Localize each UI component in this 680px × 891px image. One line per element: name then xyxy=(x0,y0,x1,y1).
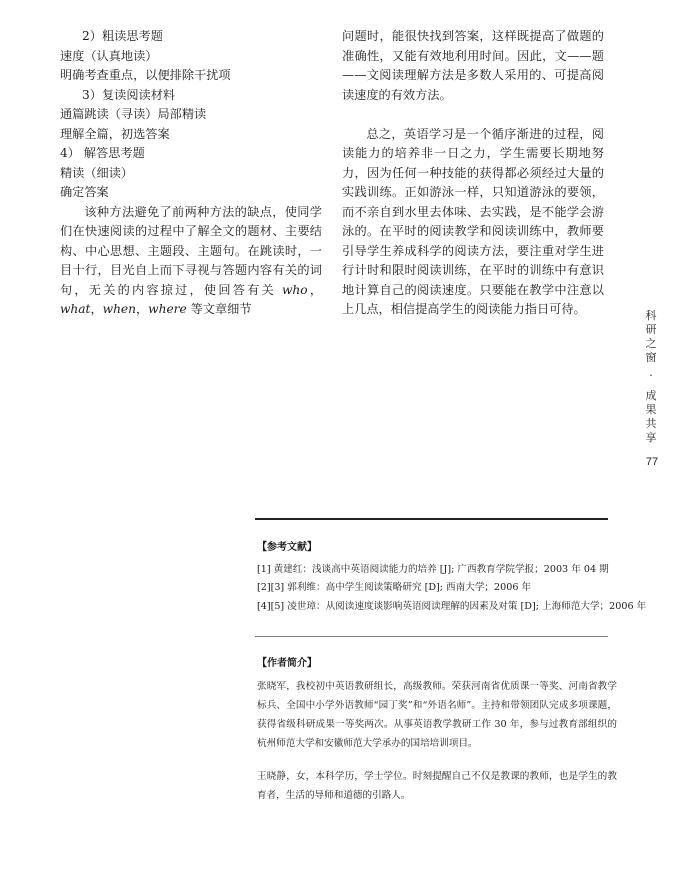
author-intro-heading: 【作者简介】 xyxy=(257,658,317,669)
section-label-char: 窗 xyxy=(645,351,657,364)
step4-line2: 确定答案 xyxy=(60,185,109,199)
author-bio: 王晓静，女，本科学历，学士学位。时刻提醒自己不仅是教课的教师，也是学生的教育者，生活的导师和道德的引路人。 xyxy=(257,771,617,801)
word-who: who xyxy=(281,282,308,297)
conclusion-paragraph: 总之，英语学习是一个循序渐进的过程，阅读能力的培养非一日之力，学生需要长期地努力，因为任何一种技能的获得都必须经过大量的实践训练。正如游泳一样，只知道游泳的要领，而不亲自到水里去体味、去实践，是不能学会游泳的。在平时的阅读教学和阅读训练中，教师要引导学生养成科学的阅读方法，要注重对学生进行计时和限时阅读训练，在平时的训练中有意识地计算自己的阅读速度。只要能在教学中注意以上几点，相信提高学生的阅读能力指日可待。 xyxy=(342,126,604,316)
section-label-char: 之 xyxy=(645,337,657,350)
right-column xyxy=(342,27,604,320)
page-number: 77 xyxy=(645,456,659,468)
continued-paragraph: 问题时，能很快找到答案，这样既提高了做题的准确性，又能有效地利用时间。因此，文——题——文阅读理解方法是多数人采用的、可提高阅读速度的有效方法。 xyxy=(342,29,604,102)
reference-item: [2][3] 郭利维：高中学生阅读策略研究 [D]; 西南大学；2006 年 xyxy=(257,582,532,593)
section-label-char: 科 xyxy=(645,309,657,322)
separator: ， xyxy=(135,302,149,316)
reference-item: [4][5] 凌世璋：从阅读速度谈影响英语阅读理解的因素及对策 [D]; 上海师范大学；2006 年 xyxy=(257,600,647,612)
method-paragraph-end: 等文章细节 xyxy=(186,302,252,316)
word-where: where xyxy=(148,302,187,316)
section-label-char: 共 xyxy=(645,417,657,430)
step4-line1: 精读（细读） xyxy=(60,165,134,180)
section-label-char: 成 xyxy=(645,389,657,402)
step3-line2: 理解全篇，初选答案 xyxy=(60,126,170,141)
method-paragraph xyxy=(60,203,322,320)
step4-heading: 4） 解答思考题 xyxy=(60,146,145,160)
step2-line1: 速度（认真地读） xyxy=(60,48,158,63)
section-label-dot: · xyxy=(649,369,653,382)
references-section xyxy=(257,539,647,616)
step2-line2: 明确考查重点，以便排除干扰项 xyxy=(60,68,231,82)
step2-heading: 2）粗读思考题 xyxy=(82,29,163,43)
author-intro-section xyxy=(257,654,617,805)
separator: ， xyxy=(307,282,323,297)
step3-heading: 3）复读阅读材料 xyxy=(82,87,176,102)
references-heading: 【参考文献】 xyxy=(257,542,317,553)
method-paragraph-text: 该种方法避免了前两种方法的缺点，使同学们在快速阅读的过程中了解全文的题材、主要结构、中心思想、主题段、主题句。在跳读时，一目十行，目光自上而下寻视与答题内容有关的词句，无关的内容掠过，使回答有关 xyxy=(60,204,322,297)
divider xyxy=(255,518,608,520)
word-when: when xyxy=(102,302,136,316)
section-label-char: 享 xyxy=(645,431,657,444)
section-label xyxy=(643,309,659,445)
step3-line1: 通篇跳读（寻读）局部精读 xyxy=(60,107,207,121)
author-bio: 张晓军，我校初中英语教研组长，高级教师。荣获河南省优质课一等奖、河南省教学标兵、全国中小学外语教师“园丁奖”和“外语名师”。主持和带领团队完成多项课题，获得省级科研成果一等奖两次。从事英语教学教研工作 30 年，参与过教育部组织的杭州师范大学和安徽师范大学承办的国培培训项目。 xyxy=(257,681,617,749)
separator: ， xyxy=(90,302,103,316)
divider xyxy=(255,636,608,637)
word-what: what xyxy=(60,302,91,316)
reference-item: [1] 黄建红：浅谈高中英语阅读能力的培养 [J]; 广西教育学院学报；2003 年 04 期 xyxy=(257,563,609,575)
left-column xyxy=(60,27,322,320)
section-label-char: 研 xyxy=(645,323,657,336)
section-label-char: 果 xyxy=(645,403,657,416)
